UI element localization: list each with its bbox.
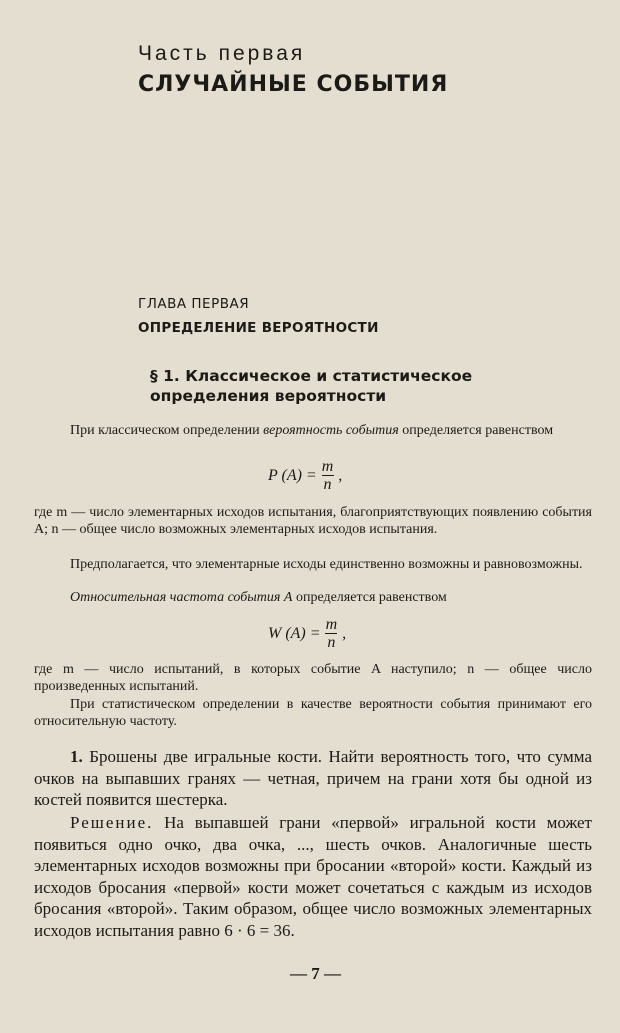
problem-number: 1.: [70, 747, 83, 766]
formula2-left: W (A) =: [268, 624, 321, 642]
problem-statement: [34, 746, 592, 811]
paragraph-frequency-terms: где m — число испытаний, в которых событие A наступило; n — общее число произведенных испытаний.: [34, 662, 592, 694]
paragraph-definition-terms: где m — число элементарных исходов испытания, благоприятствующих появлению события A; n — общее число возможных элементарных исходов испытания.: [34, 505, 592, 537]
solution-text: На выпавшей грани «первой» игральной кости может появиться одно очко, два очка, ..., шесть очков. Аналогичные шесть элементарных исходов возможны при бросании «второй» кости. Каждый из исходов бросания «первой» кости может сочетаться с каждым из исходов бросания «второй». Таким образом, общее число возможных элементарных исходов испытания равно 6 · 6 = 36.: [34, 813, 592, 940]
paragraph-statistical-definition: При статистическом определении в качестве вероятности события принимают его относительную частоту.: [34, 697, 592, 729]
formula1-fraction: [320, 458, 336, 493]
p1-before: При классическом определении: [70, 423, 264, 438]
chapter-label: ГЛАВА ПЕРВАЯ: [138, 296, 250, 312]
p1-term: вероятность события: [263, 423, 399, 438]
formula2-tail: ,: [342, 624, 347, 642]
problem-text: Брошены две игральные кости. Найти вероятность того, что сумма очков на выпавших гранях — четная, причем на грани хотя бы одной из костей появится шестерка.: [34, 747, 592, 809]
formula-frequency: [268, 616, 346, 651]
problem-solution: [34, 812, 592, 941]
section-heading-line2: определения вероятности: [150, 387, 387, 405]
section-heading-line1: § 1. Классическое и статистическое: [150, 367, 473, 385]
p4-after: определяется равенством: [292, 590, 447, 605]
part-label: Часть первая: [138, 42, 306, 65]
paragraph-assumption: Предполагается, что элементарные исходы единственно возможны и равновозможны.: [70, 557, 583, 572]
page-number: — 7 —: [290, 964, 341, 983]
paragraph-relative-frequency: [34, 590, 592, 607]
formula2-numerator: m: [325, 616, 338, 633]
part-title: СЛУЧАЙНЫЕ СОБЫТИЯ: [138, 72, 449, 97]
solution-label: Решение.: [70, 813, 154, 832]
formula2-fraction: [324, 616, 340, 651]
chapter-title: ОПРЕДЕЛЕНИЕ ВЕРОЯТНОСТИ: [138, 320, 379, 336]
formula1-tail: ,: [338, 466, 343, 484]
formula1-numerator: m: [321, 458, 334, 475]
p1-after: определяется равенством: [398, 423, 554, 438]
formula2-denominator: n: [327, 634, 336, 651]
formula1-denominator: n: [323, 476, 332, 493]
formula1-left: P (A) =: [268, 466, 317, 484]
section-heading: [150, 366, 472, 406]
p4-term: Относительная частота события A: [70, 590, 293, 605]
paragraph-classical-definition: [34, 423, 592, 440]
formula-probability: [268, 458, 342, 493]
